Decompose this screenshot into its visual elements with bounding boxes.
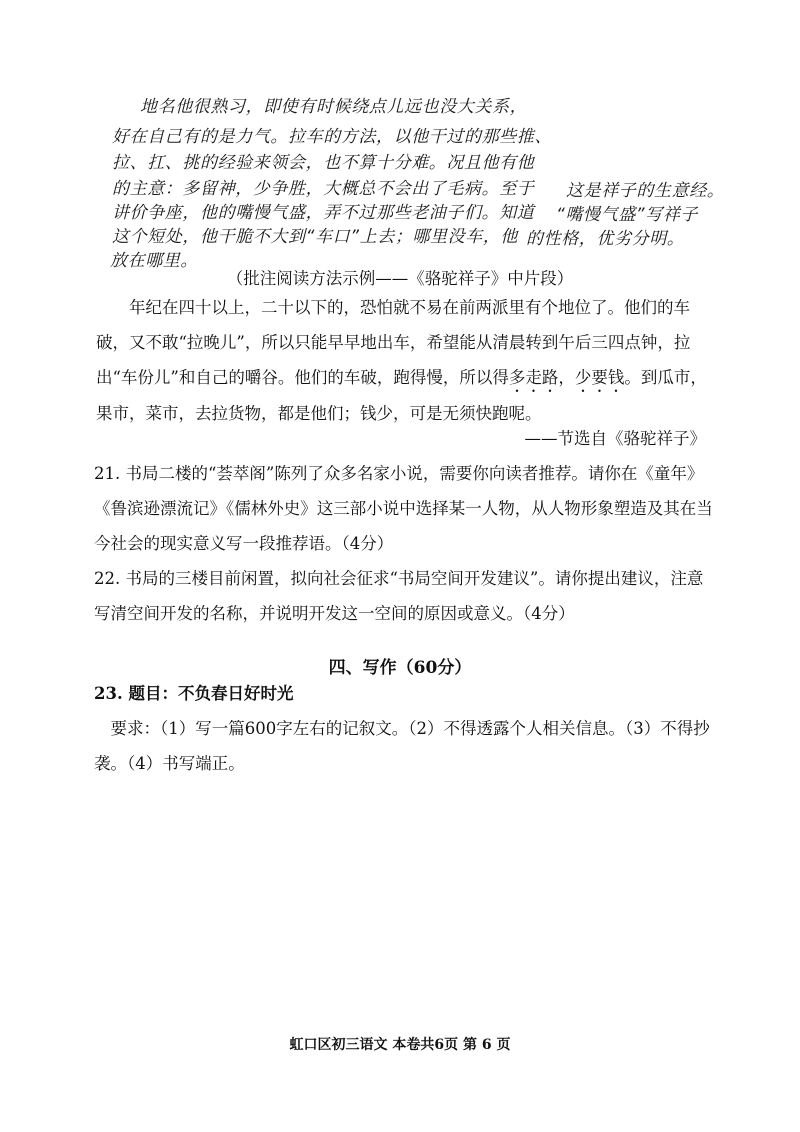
excerpt-line-7: 放在哪里。: [110, 251, 198, 271]
excerpt-line-2: 好在自己有的是力气。拉车的方法，以他干过的那些推、: [112, 127, 552, 147]
excerpt-line-1: 地名他很熟习，即使有时候绕点儿远也没大关系，: [140, 97, 528, 117]
excerpt-line-4: 的主意：多留神，少争胜，大概总不会出了毛病。至于: [112, 179, 535, 199]
writing-section: [94, 676, 716, 781]
passage-paragraph: [96, 290, 712, 431]
side-note-1: 这是祥子的生意经。: [566, 181, 725, 201]
annotation-caption: （批注阅读方法示例——《骆驼祥子》中片段）: [226, 269, 574, 288]
side-note-3: 的性格，优劣分明。: [526, 229, 685, 249]
excerpt-line-6: 这个短处，他干脆不大到“车口”上去；哪里没车，他: [112, 227, 519, 247]
writing-requirements: 要求：（1）写一篇600字左右的记叙文。（2）不得透露个人相关信息。（3）不得抄袭。（4）书写端正。: [94, 719, 710, 773]
page-footer: 虹口区初三语文 本卷共6页 第 6 页: [289, 1037, 511, 1053]
excerpt-line-5: 讲价争座，他的嘴慢气盛，弄不过那些老油子们。知道: [112, 203, 535, 223]
excerpt-line-3: 拉、扛、挑的经验来领会，也不算十分难。况且他有他: [112, 153, 535, 173]
passage-text-2: 。到瓜市，果市，菜市，去拉货物，都是他们；钱少，可是无须快跑呢。: [96, 368, 707, 423]
passage-text-1: 年纪在四十以上，二十以下的，恐怕就不易在前两派里有个地位了。他们的车破，又不敢“拉晚儿”，所以只能早早地出车，希望能从清晨转到午后三四点钟，拉出“车份儿”和自己的嚼谷。他们的车破，跑得慢，所以得: [96, 298, 691, 387]
question-22: 22. 书局的三楼目前闲置，拟向社会征求“书局空间开发建议”。请你提出建议，注意写清空间开发的名称，并说明开发这一空间的原因或意义。（4分）: [94, 569, 704, 623]
questions: [94, 456, 716, 631]
passage-emphasis: 多走路，少要钱: [508, 368, 625, 387]
passage: [96, 290, 712, 431]
side-note-2: “嘴慢气盛”写祥子: [556, 205, 699, 225]
writing-topic: 23. 题目：不负春日好时光: [94, 684, 294, 703]
passage-source: ——节选自《骆驼祥子》: [524, 429, 706, 448]
writing-section-title: 四、写作（60分）: [328, 658, 472, 678]
question-21: 21. 书局二楼的“荟萃阁”陈列了众多名家小说，需要你向读者推荐。请你在《童年》《鲁滨逊漂流记》《儒林外史》这三部小说中选择某一人物，从人物形象塑造及其在当今社会的现实意义写一段推荐语。（4分）: [94, 464, 713, 553]
